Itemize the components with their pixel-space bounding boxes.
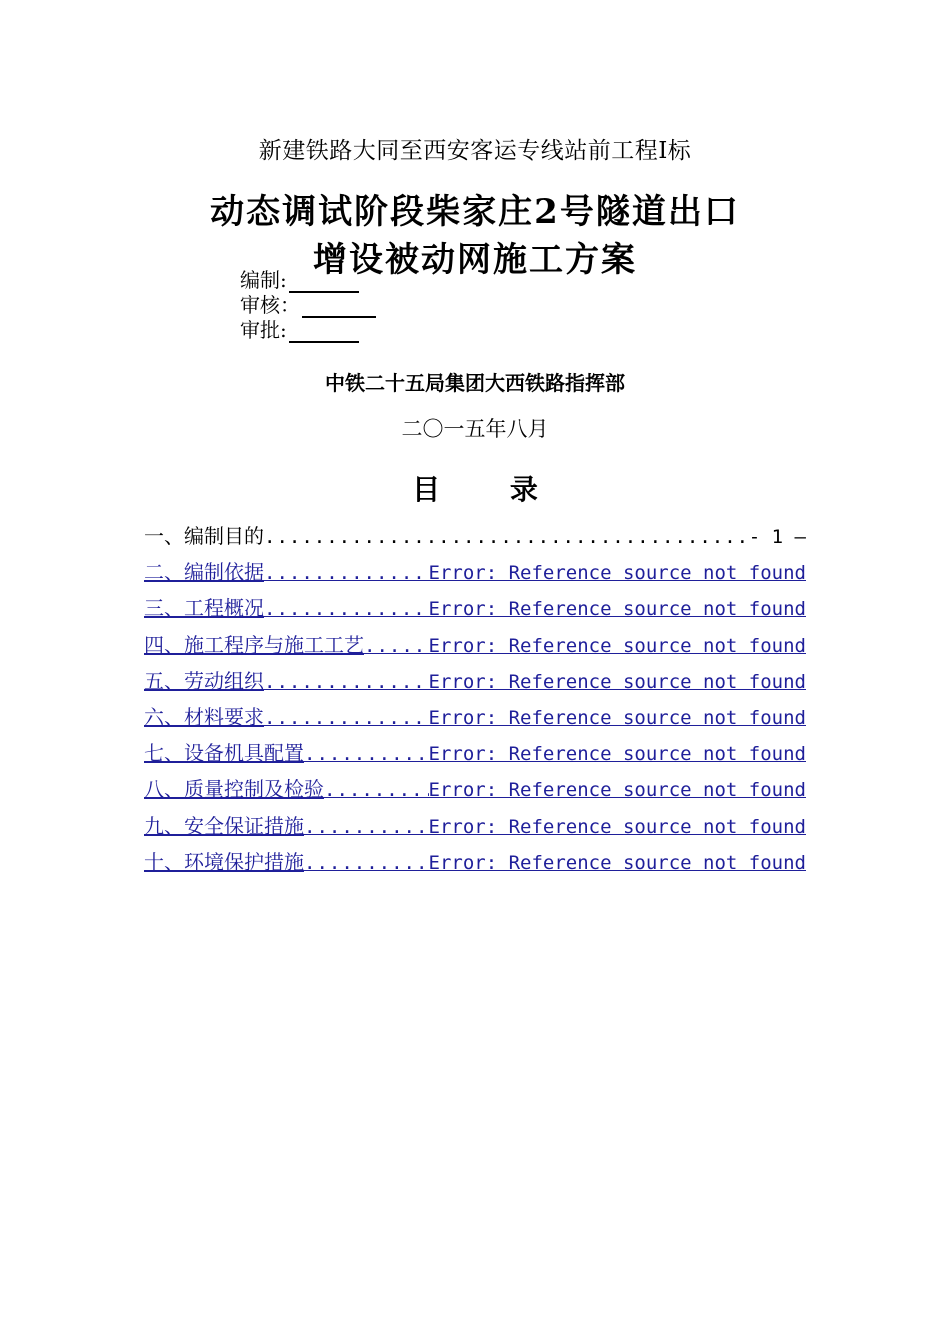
signature-row-approved [240,318,376,343]
signature-line [289,323,359,343]
toc-item-link[interactable] [144,556,806,592]
toc-leader-dots [304,816,429,838]
toc-item-page: Error: Reference source not found [428,706,806,729]
toc-item-page: Error: Reference source not found [428,851,806,874]
signature-line [289,273,359,293]
toc-leader-dots [304,743,429,765]
toc-item-label: 八、质量控制及检验 [144,777,324,802]
toc-item-page: - 1 — [748,526,806,548]
project-name: 新建铁路大同至西安客运专线站前工程Ⅰ标 [258,138,692,164]
toc-item-page: Error: Reference source not found [428,562,806,585]
signature-label: 审核： [240,293,300,317]
toc-item-link[interactable] [144,810,806,846]
toc-item-label: 九、安全保证措施 [144,813,304,838]
toc-item-label: 六、材料要求 [144,704,264,729]
signature-block [240,268,376,343]
toc-leader-dots [304,852,429,874]
toc-item[interactable] [144,520,806,556]
toc-item-label: 三、工程概况 [144,596,264,621]
toc-item-link[interactable] [144,737,806,773]
toc-item-label: 一、编制目的 [144,524,264,548]
signature-label: 审批: [240,318,287,342]
toc-item-link[interactable] [144,665,806,701]
toc-item-link[interactable] [144,773,806,809]
toc-item-page: Error: Reference source not found [428,598,806,621]
toc-leader-dots [264,671,429,693]
document-title-line2: 增设被动网施工方案 [313,240,637,280]
toc-item-label: 七、设备机具配置 [144,741,304,766]
toc-leader-dots [364,635,429,657]
toc-leader-dots [324,779,429,801]
toc-title: 目 录 [412,473,568,506]
toc-item-label: 十、环境保护措施 [144,849,304,874]
toc-item-link[interactable] [144,701,806,737]
toc-leader-dots [264,526,749,548]
signature-row-reviewed [240,293,376,318]
toc-item-page: Error: Reference source not found [428,670,806,693]
toc-item-link[interactable] [144,846,806,882]
toc-item-page: Error: Reference source not found [428,779,806,802]
signature-row-compiled [240,268,376,293]
toc-item-label: 二、编制依据 [144,560,264,585]
toc-leader-dots [264,707,429,729]
toc-item-link[interactable] [144,629,806,665]
document-title-line1: 动态调试阶段柴家庄2号隧道出口 [210,192,740,232]
table-of-contents [144,520,806,882]
document-date: 二〇一五年八月 [401,417,549,441]
signature-label: 编制: [240,268,287,292]
toc-item-link[interactable] [144,592,806,628]
toc-item-page: Error: Reference source not found [428,815,806,838]
toc-item-label: 五、劳动组织 [144,668,264,693]
signature-line [302,298,376,318]
toc-item-label: 四、施工程序与施工工艺 [144,632,364,657]
toc-item-page: Error: Reference source not found [428,634,806,657]
toc-leader-dots [264,562,429,584]
toc-leader-dots [264,598,429,620]
toc-item-page: Error: Reference source not found [428,743,806,766]
organization-name: 中铁二十五局集团大西铁路指挥部 [325,371,625,395]
